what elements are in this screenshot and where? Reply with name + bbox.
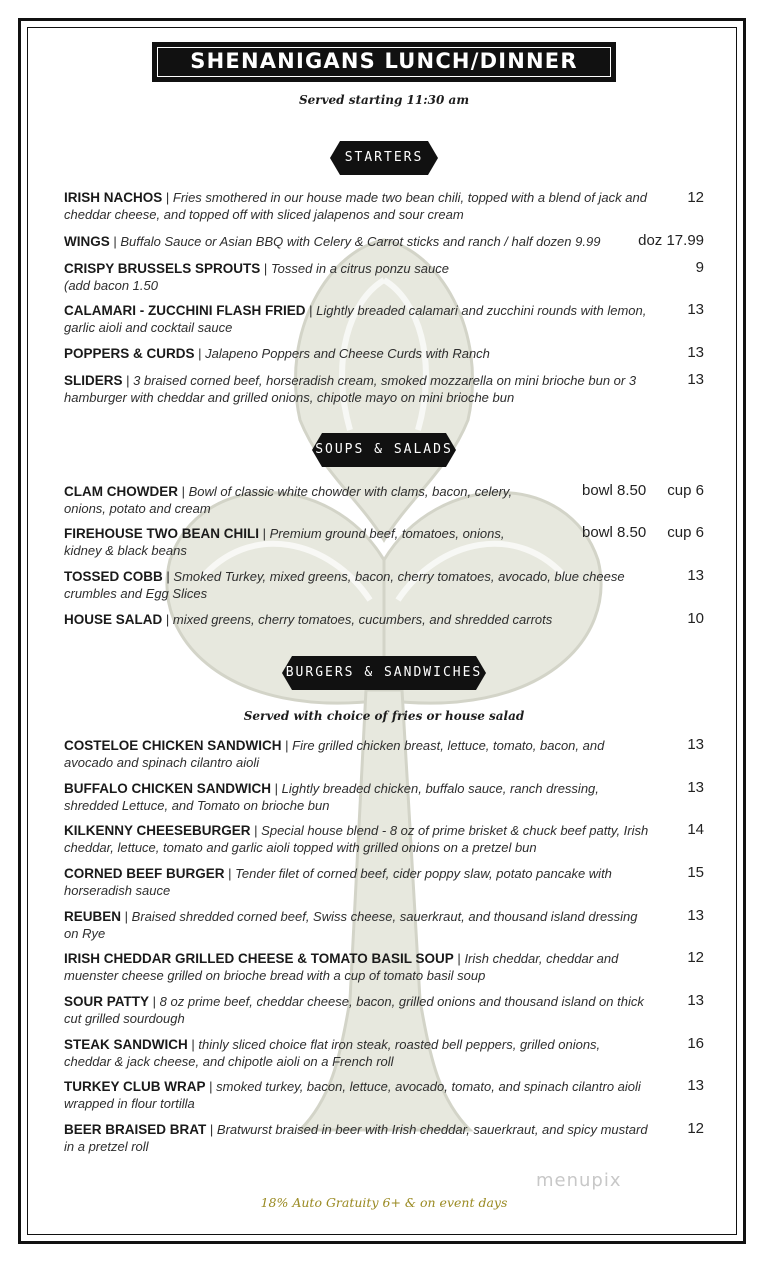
menu-item: KILKENNY CHEESEBURGER | Special house blend - 8 oz of prime brisket & chuck beef patty, Irish cheddar, lettuce, tomato and garlic aioli topped with grilled onions on a pretzel bun xyxy=(64,823,649,855)
menu-item: SLIDERS | 3 braised corned beef, horseradish cream, smoked mozzarella on mini brioche bun or 3 hamburger with cheddar and grilled onions, chipotle mayo on mini brioche bun xyxy=(64,373,637,405)
item-price: 13 xyxy=(687,344,704,361)
watermark: menupix xyxy=(536,1170,622,1191)
item-price: 13 xyxy=(687,301,704,318)
footer-note: 18% Auto Gratuity 6+ & on event days xyxy=(260,1195,508,1210)
item-description: Irish cheddar, cheddar and muenster cheese grilled on brioche bread with a cup of tomato basil soup xyxy=(64,951,619,983)
item-price: 14 xyxy=(687,821,704,838)
menu-item: STEAK SANDWICH | thinly sliced choice flat iron steak, roasted bell peppers, grilled onions, cheddar & jack cheese, and chipotle aioli on a French roll xyxy=(64,1037,601,1069)
burgers-note: Served with choice of fries or house salad xyxy=(243,709,525,723)
menu-item: HOUSE SALAD | mixed greens, cherry tomatoes, cucumbers, and shredded carrots xyxy=(64,612,553,627)
menu-item: TURKEY CLUB WRAP | smoked turkey, bacon, lettuce, avocado, tomato, and spinach cilantro aioli wrapped in flour tortilla xyxy=(64,1079,641,1111)
item-price: 15 xyxy=(687,864,704,881)
menu-item: COSTELOE CHICKEN SANDWICH | Fire grilled chicken breast, lettuce, tomato, bacon, and avocado and spinach cilantro aioli xyxy=(64,738,605,770)
item-price-bowl: bowl 8.50 xyxy=(582,482,647,499)
item-price: 16 xyxy=(687,1035,704,1052)
served-note: Served starting 11:30 am xyxy=(298,93,470,107)
section-heading-soups: SOUPS & SALADS xyxy=(315,442,453,457)
item-name: CRISPY BRUSSELS SPROUTS xyxy=(64,261,261,276)
menu-item: CALAMARI - ZUCCHINI FLASH FRIED | Lightly breaded calamari and zucchini rounds with lemon, garlic aioli and cocktail sauce xyxy=(64,303,647,335)
item-price-cup: cup 6 xyxy=(667,524,704,541)
menu-item: FIREHOUSE TWO BEAN CHILI | Premium ground beef, tomatoes, onions, kidney & black beans xyxy=(64,526,505,558)
item-description: Bratwurst braised in beer with Irish cheddar, sauerkraut, and spicy mustard in a pretzel roll xyxy=(64,1122,648,1154)
menu-item: POPPERS & CURDS | Jalapeno Poppers and Cheese Curds with Ranch xyxy=(64,346,490,361)
item-price: 10 xyxy=(687,610,704,627)
item-name: CLAM CHOWDER xyxy=(64,484,178,499)
item-price: 12 xyxy=(687,1120,704,1137)
item-name: BUFFALO CHICKEN SANDWICH xyxy=(64,781,271,796)
menu-title-box xyxy=(152,42,616,82)
item-name: IRISH NACHOS xyxy=(64,190,163,205)
menu-item: CORNED BEEF BURGER | Tender filet of corned beef, cider poppy slaw, potato pancake with horseradish sauce xyxy=(64,866,612,898)
item-description: 8 oz prime beef, cheddar cheese, bacon, grilled onions and thousand island on thick cut grilled sourdough xyxy=(64,994,644,1026)
item-name: BEER BRAISED BRAT xyxy=(64,1122,207,1137)
item-name: SLIDERS xyxy=(64,373,123,388)
menu-item: IRISH CHEDDAR GRILLED CHEESE & TOMATO BASIL SOUP | Irish cheddar, cheddar and muenster cheese grilled on brioche bread with a cup of tomato basil soup xyxy=(64,951,619,983)
item-name: WINGS xyxy=(64,234,110,249)
menu-item: IRISH NACHOS | Fries smothered in our house made two bean chili, topped with a blend of jack and cheddar cheese, and topped off with sliced jalapenos and sour cream xyxy=(64,190,647,222)
section-banner-soups xyxy=(312,433,456,467)
item-price: 13 xyxy=(687,1077,704,1094)
item-price: 13 xyxy=(687,736,704,753)
item-name: POPPERS & CURDS xyxy=(64,346,195,361)
item-price: doz 17.99 xyxy=(638,232,704,249)
item-description: Lightly breaded chicken, buffalo sauce, ranch dressing, shredded Lettuce, and Tomato on brioche bun xyxy=(64,781,599,813)
menu-item: WINGS | Buffalo Sauce or Asian BBQ with Celery & Carrot sticks and ranch / half dozen 9.99 xyxy=(64,234,601,249)
item-description: Premium ground beef, tomatoes, onions, kidney & black beans xyxy=(64,526,505,558)
item-description: Fries smothered in our house made two bean chili, topped with a blend of jack and cheddar cheese, and topped off with sliced jalapenos and sour cream xyxy=(64,190,647,222)
menu-item: BUFFALO CHICKEN SANDWICH | Lightly breaded chicken, buffalo sauce, ranch dressing, shredded Lettuce, and Tomato on brioche bun xyxy=(64,781,599,813)
item-description: Fire grilled chicken breast, lettuce, tomato, bacon, and avocado and spinach cilantro aioli xyxy=(64,738,605,770)
item-name: FIREHOUSE TWO BEAN CHILI xyxy=(64,526,259,541)
section-banner-starters xyxy=(330,141,438,175)
item-name: TURKEY CLUB WRAP xyxy=(64,1079,206,1094)
item-description: Lightly breaded calamari and zucchini rounds with lemon, garlic aioli and cocktail sauce xyxy=(64,303,647,335)
item-description: Bowl of classic white chowder with clams, bacon, celery, onions, potato and cream xyxy=(64,484,513,516)
item-price: 13 xyxy=(687,371,704,388)
section-heading-starters: STARTERS xyxy=(344,150,424,165)
menu-title: SHENANIGANS LUNCH/DINNER xyxy=(190,49,578,73)
item-description: Tender filet of corned beef, cider poppy slaw, potato pancake with horseradish sauce xyxy=(64,866,612,898)
item-description-extra: (add bacon 1.50 xyxy=(64,278,158,293)
item-name: COSTELOE CHICKEN SANDWICH xyxy=(64,738,282,753)
item-description: Jalapeno Poppers and Cheese Curds with Ranch xyxy=(205,346,490,361)
item-description: thinly sliced choice flat iron steak, roasted bell peppers, grilled onions, cheddar & jack cheese, and chipotle aioli on a French roll xyxy=(64,1037,601,1069)
item-price: 13 xyxy=(687,992,704,1009)
item-name: SOUR PATTY xyxy=(64,994,150,1009)
menu-item: CLAM CHOWDER | Bowl of classic white chowder with clams, bacon, celery, onions, potato and cream xyxy=(64,484,513,516)
item-description: Braised shredded corned beef, Swiss cheese, sauerkraut, and thousand island dressing on Rye xyxy=(64,909,638,941)
item-description: Tossed in a citrus ponzu sauce xyxy=(270,261,449,276)
item-name: TOSSED COBB xyxy=(64,569,163,584)
item-name: CALAMARI - ZUCCHINI FLASH FRIED xyxy=(64,303,306,318)
menu-item: TOSSED COBB | Smoked Turkey, mixed greens, bacon, cherry tomatoes, avocado, blue cheese crumbles and Egg Slices xyxy=(64,569,625,601)
item-name: REUBEN xyxy=(64,909,122,924)
menu-item: REUBEN | Braised shredded corned beef, Swiss cheese, sauerkraut, and thousand island dressing on Rye xyxy=(64,909,638,941)
item-price: 13 xyxy=(687,567,704,584)
item-price: 9 xyxy=(695,259,704,276)
item-description: Special house blend - 8 oz of prime brisket & chuck beef patty, Irish cheddar, lettuce, tomato and garlic aioli topped with grilled onions on a pretzel bun xyxy=(64,823,649,855)
item-name: IRISH CHEDDAR GRILLED CHEESE & TOMATO BASIL SOUP xyxy=(64,951,454,966)
item-name: KILKENNY CHEESEBURGER xyxy=(64,823,251,838)
item-name: CORNED BEEF BURGER xyxy=(64,866,225,881)
menu-item: BEER BRAISED BRAT | Bratwurst braised in beer with Irish cheddar, sauerkraut, and spicy mustard in a pretzel roll xyxy=(64,1122,648,1154)
item-description: 3 braised corned beef, horseradish cream, smoked mozzarella on mini brioche bun or 3 hamburger with cheddar and grilled onions, chipotle mayo on mini brioche bun xyxy=(64,373,637,405)
menu-item: CRISPY BRUSSELS SPROUTS | Tossed in a citrus ponzu sauce (add bacon 1.50 xyxy=(64,261,449,293)
item-name: STEAK SANDWICH xyxy=(64,1037,188,1052)
item-description: smoked turkey, bacon, lettuce, avocado, tomato, and spinach cilantro aioli wrapped in flour tortilla xyxy=(64,1079,641,1111)
item-price: 12 xyxy=(687,189,704,206)
item-price-bowl: bowl 8.50 xyxy=(582,524,647,541)
section-banner-burgers xyxy=(282,656,486,690)
item-price: 13 xyxy=(687,907,704,924)
menu-item: SOUR PATTY | 8 oz prime beef, cheddar cheese, bacon, grilled onions and thousand island on thick cut grilled sourdough xyxy=(64,994,644,1026)
item-name: HOUSE SALAD xyxy=(64,612,163,627)
item-description: Buffalo Sauce or Asian BBQ with Celery & Carrot sticks and ranch / half dozen 9.99 xyxy=(120,234,601,249)
item-description: Smoked Turkey, mixed greens, bacon, cherry tomatoes, avocado, blue cheese crumbles and Egg Slices xyxy=(64,569,625,601)
item-description: mixed greens, cherry tomatoes, cucumbers, and shredded carrots xyxy=(172,612,553,627)
item-price-cup: cup 6 xyxy=(667,482,704,499)
section-heading-burgers: BURGERS & SANDWICHES xyxy=(285,665,483,680)
item-price: 13 xyxy=(687,779,704,796)
item-price: 12 xyxy=(687,949,704,966)
